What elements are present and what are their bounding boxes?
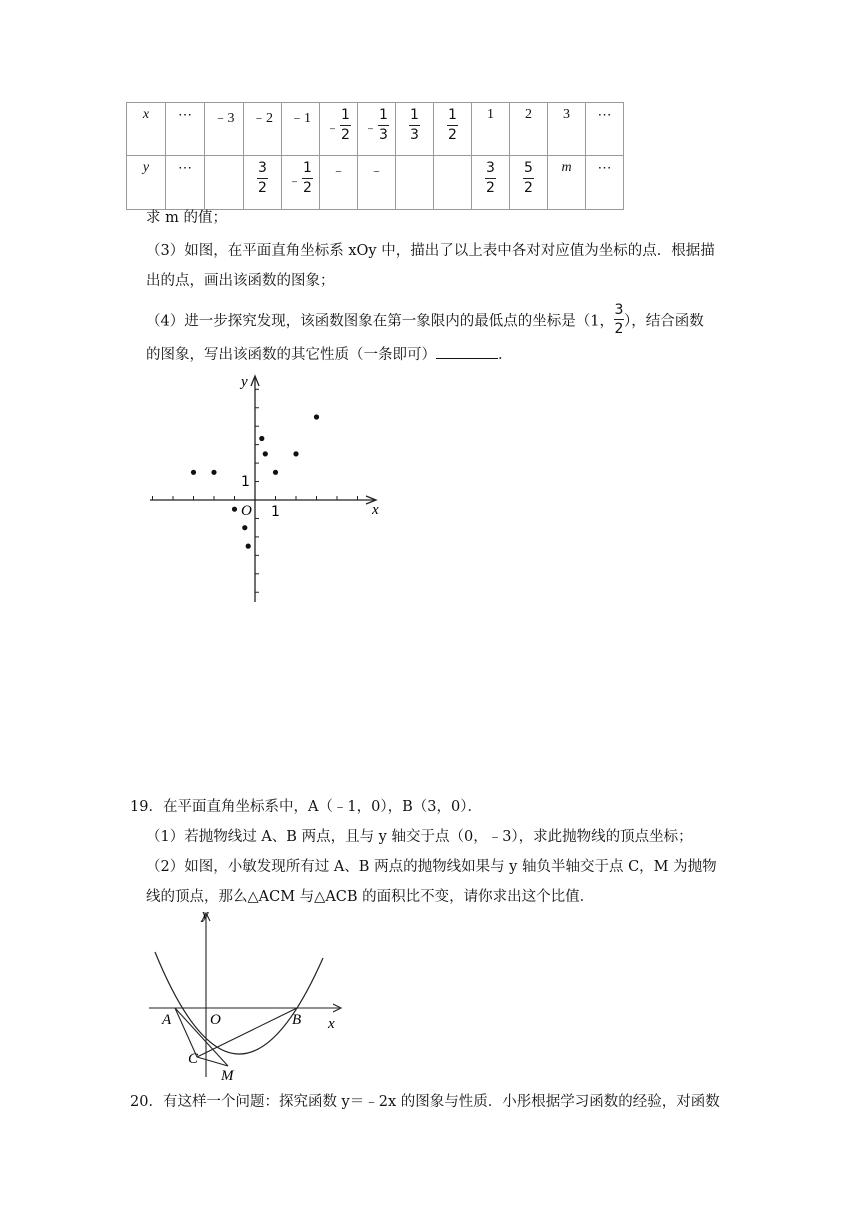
q18-part3-line2: 出的点，画出该函数的图象； bbox=[146, 273, 335, 289]
fraction-denominator: 3 bbox=[410, 127, 419, 143]
x-axis-label: x bbox=[372, 502, 379, 518]
fraction-denominator: 3 bbox=[379, 127, 388, 143]
table-cell: ⋯ bbox=[586, 156, 624, 210]
fraction bbox=[447, 107, 458, 144]
q19-line4: 线的顶点，那么△ACM 与△ACB 的面积比不变，请你求出这个比值． bbox=[146, 889, 595, 905]
fraction-numerator: 1 bbox=[303, 160, 312, 176]
fraction-denominator: 2 bbox=[303, 180, 312, 196]
origin-label: O bbox=[210, 1012, 221, 1028]
table-cell bbox=[510, 156, 548, 210]
table-cell: ﹣3 bbox=[205, 103, 244, 156]
fraction-numerator: 1 bbox=[379, 107, 388, 123]
q19-line2: （1）若抛物线过 A、B 两点，且与 y 轴交于点（0，﹣3），求此抛物线的顶点坐标； bbox=[146, 829, 693, 845]
table-cell bbox=[472, 156, 510, 210]
table-cell bbox=[434, 103, 472, 156]
fraction-numerator: 5 bbox=[524, 160, 533, 176]
table-row-header: x bbox=[127, 103, 166, 156]
q18-part4-line1 bbox=[146, 304, 704, 339]
table-row-y bbox=[127, 156, 624, 210]
y-unit-label: 1 bbox=[241, 474, 250, 490]
fraction bbox=[302, 160, 313, 197]
negative-sign: ﹣ bbox=[363, 121, 377, 136]
fraction-denominator: 2 bbox=[258, 180, 267, 196]
q20-line1: 20．有这样一个问题：探究函数 y＝﹣2x 的图象与性质．小彤根据学习函数的经验，对函数 bbox=[130, 1094, 720, 1110]
period: ． bbox=[498, 347, 513, 363]
q18-part3-line1: （3）如图，在平面直角坐标系 xOy 中，描出了以上表中各对对应值为坐标的点．根据描 bbox=[146, 243, 715, 259]
fraction-numerator: 1 bbox=[410, 107, 419, 123]
q18-part4-text-a: （4）进一步探究发现，该函数图象在第一象限内的最低点的坐标是（1， bbox=[146, 313, 614, 330]
fraction bbox=[340, 107, 351, 144]
table-row-x bbox=[127, 103, 624, 156]
x-axis-label: x bbox=[328, 1016, 335, 1032]
table-cell: ﹣1 bbox=[282, 103, 320, 156]
q18-part4-text-c: 的图象，写出该函数的其它性质（一条即可） bbox=[146, 347, 436, 363]
fraction-denominator: 2 bbox=[486, 180, 495, 196]
point-a-label: A bbox=[162, 1012, 172, 1028]
table-cell bbox=[396, 103, 434, 156]
origin-label: O bbox=[241, 503, 252, 519]
data-point bbox=[191, 470, 196, 475]
fraction-numerator: 3 bbox=[486, 160, 495, 176]
plot-axes bbox=[150, 376, 376, 602]
fraction bbox=[257, 160, 268, 197]
table-row-header: y bbox=[127, 156, 166, 210]
data-point bbox=[273, 470, 278, 475]
coordinate-plot-figure bbox=[140, 370, 390, 606]
fraction-denominator: 2 bbox=[448, 127, 457, 143]
find-m-text: 求 m 的值； bbox=[146, 210, 227, 226]
fraction-numerator: 1 bbox=[341, 107, 350, 123]
segment-ac bbox=[175, 1008, 197, 1057]
table-cell bbox=[205, 156, 244, 210]
table-cell bbox=[244, 156, 282, 210]
fraction-denominator: 2 bbox=[341, 127, 350, 143]
fraction bbox=[485, 160, 496, 197]
table-cell: ﹣2 bbox=[244, 103, 282, 156]
y-axis-label: y bbox=[202, 907, 209, 923]
data-point bbox=[232, 507, 237, 512]
data-point bbox=[246, 544, 251, 549]
data-point bbox=[211, 470, 216, 475]
value-table bbox=[126, 102, 624, 210]
data-point bbox=[263, 451, 268, 456]
negative-sign: ﹣ bbox=[325, 121, 339, 136]
q18-part4-fraction bbox=[614, 302, 624, 337]
table-cell: 2 bbox=[510, 103, 548, 156]
data-point bbox=[293, 451, 298, 456]
point-m-label: M bbox=[221, 1068, 234, 1084]
table-cell bbox=[320, 103, 358, 156]
y-axis-label: y bbox=[241, 374, 248, 390]
q19-line1: 19．在平面直角坐标系中，A（﹣1，0），B（3，0）． bbox=[130, 799, 482, 815]
q18-part4-line2 bbox=[146, 344, 513, 365]
q18-part4-text-b: ），结合函数 bbox=[623, 313, 704, 330]
fraction bbox=[523, 160, 534, 197]
answer-blank bbox=[436, 344, 498, 359]
fraction bbox=[409, 107, 420, 144]
table-cell: ⋯ bbox=[586, 103, 624, 156]
parabola-figure bbox=[145, 905, 350, 1085]
negative-sign: ﹣ bbox=[287, 174, 301, 189]
data-point bbox=[259, 436, 264, 441]
table-cell: m bbox=[548, 156, 586, 210]
data-point bbox=[314, 414, 319, 419]
point-c-label: C bbox=[188, 1051, 199, 1067]
table-cell: ﹣ bbox=[320, 156, 358, 210]
fraction-numerator: 3 bbox=[258, 160, 267, 176]
table-cell: ﹣ bbox=[358, 156, 396, 210]
fraction bbox=[378, 107, 389, 144]
data-point bbox=[242, 525, 247, 530]
parabola-curve bbox=[155, 952, 323, 1054]
table-cell bbox=[434, 156, 472, 210]
point-b-label: B bbox=[292, 1012, 302, 1028]
fraction-denominator: 2 bbox=[614, 321, 624, 337]
q19-line3: （2）如图，小敏发现所有过 A、B 两点的抛物线如果与 y 轴负半轴交于点 C，M 为抛物 bbox=[146, 859, 717, 875]
fraction-denominator: 2 bbox=[524, 180, 533, 196]
table-cell bbox=[396, 156, 434, 210]
fraction-numerator: 1 bbox=[448, 107, 457, 123]
table-cell: 1 bbox=[472, 103, 510, 156]
table-cell bbox=[358, 103, 396, 156]
table-cell: ⋯ bbox=[166, 103, 205, 156]
fraction-numerator: 3 bbox=[614, 302, 624, 318]
x-unit-label: 1 bbox=[271, 504, 280, 520]
table-cell: ⋯ bbox=[166, 156, 205, 210]
table-cell: 3 bbox=[548, 103, 586, 156]
table-cell bbox=[282, 156, 320, 210]
